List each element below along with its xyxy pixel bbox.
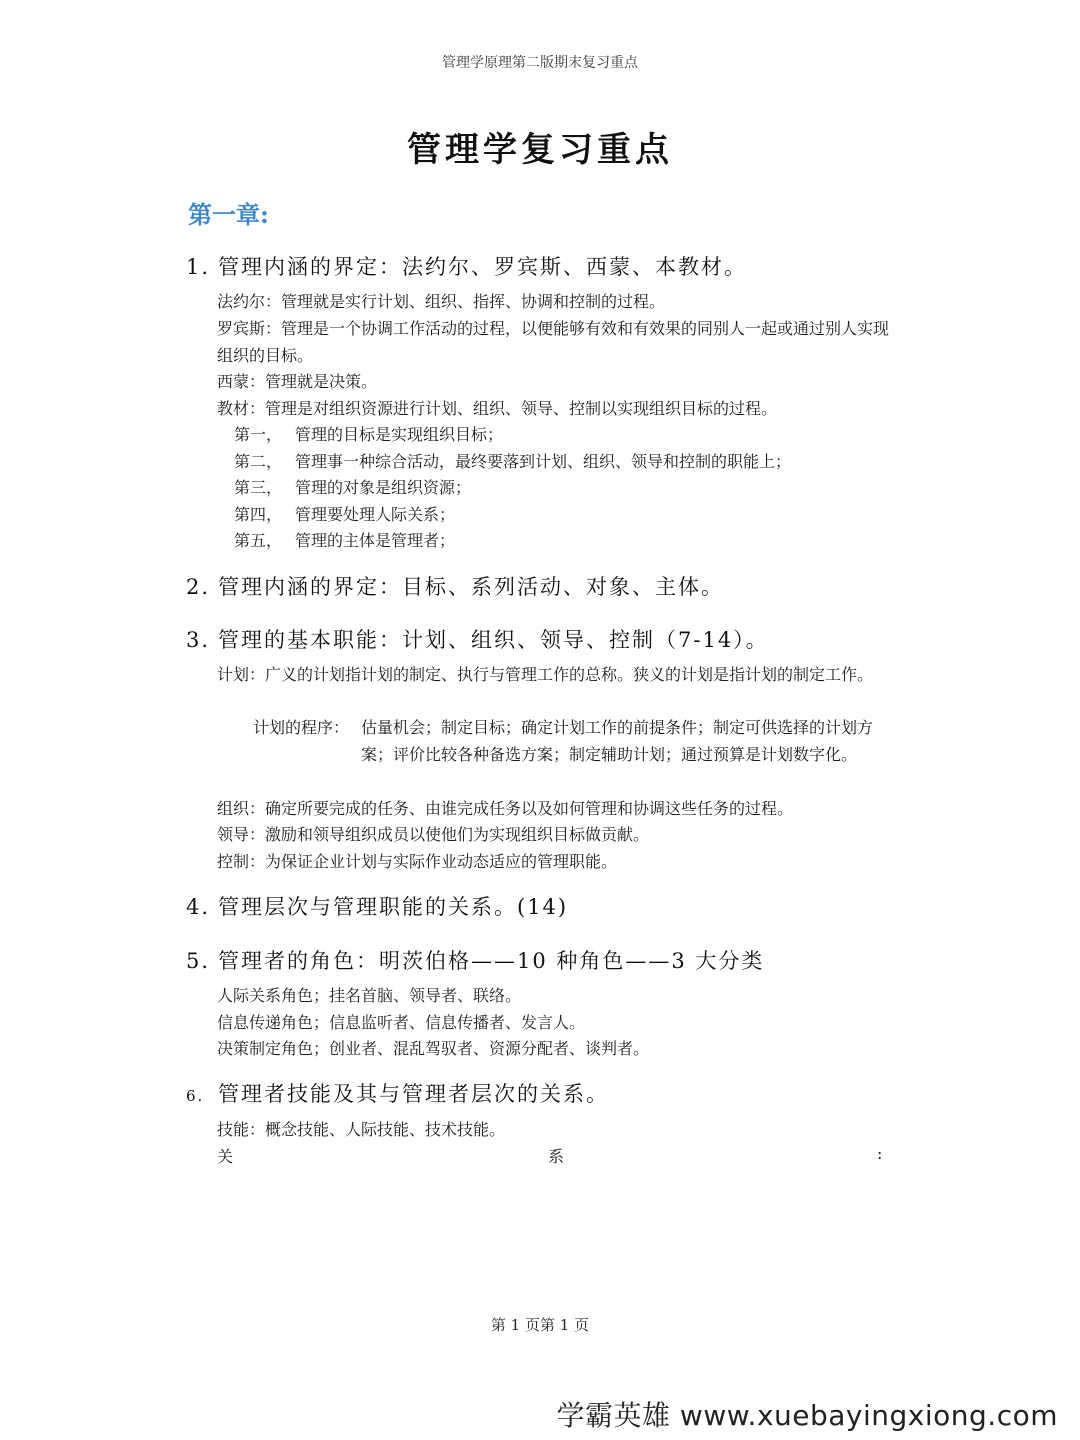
list-item-label: 第三， <box>234 478 283 497</box>
list-item-text: 管理的目标是实现组织目标； <box>295 425 504 444</box>
section-heading-2 <box>186 571 724 601</box>
definition-fayol: 法约尔：管理就是实行计划、组织、指挥、协调和控制的过程。 <box>217 292 666 311</box>
definition-simon: 西蒙：管理就是决策。 <box>217 372 378 391</box>
section-number: 6. <box>186 1087 205 1105</box>
list-item <box>234 449 791 476</box>
chapter-heading: 第一章: <box>188 200 269 229</box>
list-item-label: 第一， <box>234 425 283 444</box>
list-item <box>234 502 455 529</box>
list-item-label: 第二， <box>234 452 283 471</box>
section-title: 管理者的角色：明茨伯格——10 种角色——3 大分类 <box>218 949 765 973</box>
section-heading-4 <box>186 891 568 921</box>
section-number: 1. <box>186 255 211 279</box>
role-category: 决策制定角色；创业者、混乱驾驭者、资源分配者、谈判者。 <box>217 1039 650 1058</box>
relationship-line <box>217 1144 885 1171</box>
relationship-char: 关 <box>217 1147 234 1166</box>
skills-line: 技能：概念技能、人际技能、技术技能。 <box>217 1120 506 1139</box>
section-number: 3. <box>186 628 211 652</box>
section-title: 管理层次与管理职能的关系。(14) <box>218 895 569 919</box>
list-item <box>234 528 455 555</box>
list-item-text: 管理事一种综合活动，最终要落到计划、组织、领导和控制的职能上； <box>295 452 792 471</box>
list-item-label: 第四， <box>234 505 283 524</box>
section-title: 管理内涵的界定：法约尔、罗宾斯、西蒙、本教材。 <box>218 255 747 279</box>
list-item-text: 管理的对象是组织资源； <box>295 478 472 497</box>
relationship-char: 系 <box>548 1147 565 1166</box>
section-number: 5. <box>186 949 211 973</box>
section-heading-3 <box>186 624 769 654</box>
definition-textbook: 教材：管理是对组织资源进行计划、组织、领导、控制以实现组织目标的过程。 <box>217 399 778 418</box>
section-number: 4. <box>186 895 211 919</box>
relationship-colon: : <box>877 1144 883 1163</box>
list-item <box>234 422 503 449</box>
plan-procedure-label: 计划的程序： <box>253 718 350 737</box>
section-heading-1 <box>186 251 747 281</box>
running-header: 管理学原理第二版期末复习重点 <box>442 55 638 71</box>
list-item-label: 第五， <box>234 531 283 550</box>
function-plan: 计划：广义的计划指计划的制定、执行与管理工作的总称。狭义的计划是指计划的制定工作。 <box>217 665 874 684</box>
role-category: 信息传递角色；信息监听者、信息传播者、发言人。 <box>217 1013 586 1032</box>
function-control: 控制：为保证企业计划与实际作业动态适应的管理职能。 <box>217 852 618 871</box>
page-footer: 第 1 页第 1 页 <box>490 1316 590 1334</box>
function-organize: 组织：确定所要完成的任务、由谁完成任务以及如何管理和协调这些任务的过程。 <box>217 799 794 818</box>
role-category: 人际关系角色；挂名首脑、领导者、联络。 <box>217 986 522 1005</box>
list-item-text: 管理的主体是管理者； <box>295 531 456 550</box>
list-item <box>234 475 471 502</box>
section-title: 管理者技能及其与管理者层次的关系。 <box>218 1082 609 1106</box>
section-number: 2. <box>186 575 211 599</box>
list-item-text: 管理要处理人际关系； <box>295 505 456 524</box>
plan-procedure-text: 估量机会；制定目标；确定计划工作的前提条件；制定可供选择的计划方案；评价比较各种备选方案；制定辅助计划；通过预算是计划数字化。 <box>361 718 874 764</box>
section-heading-6 <box>186 1078 609 1108</box>
definition-robbins: 罗宾斯：管理是一个协调工作活动的过程，以便能够有效和有效果的同别人一起或通过别人实现组织的目标。 <box>217 319 890 365</box>
document-title: 管理学复习重点 <box>407 130 673 170</box>
watermark: 学霸英雄 www.xuebayingxiong.com <box>556 1399 1058 1432</box>
section-title: 管理内涵的界定：目标、系列活动、对象、主体。 <box>218 575 724 599</box>
function-lead: 领导：激励和领导组织成员以使他们为实现组织目标做贡献。 <box>217 825 650 844</box>
section-title: 管理的基本职能：计划、组织、领导、控制（7-14）。 <box>218 628 769 652</box>
section-heading-5 <box>186 945 764 975</box>
